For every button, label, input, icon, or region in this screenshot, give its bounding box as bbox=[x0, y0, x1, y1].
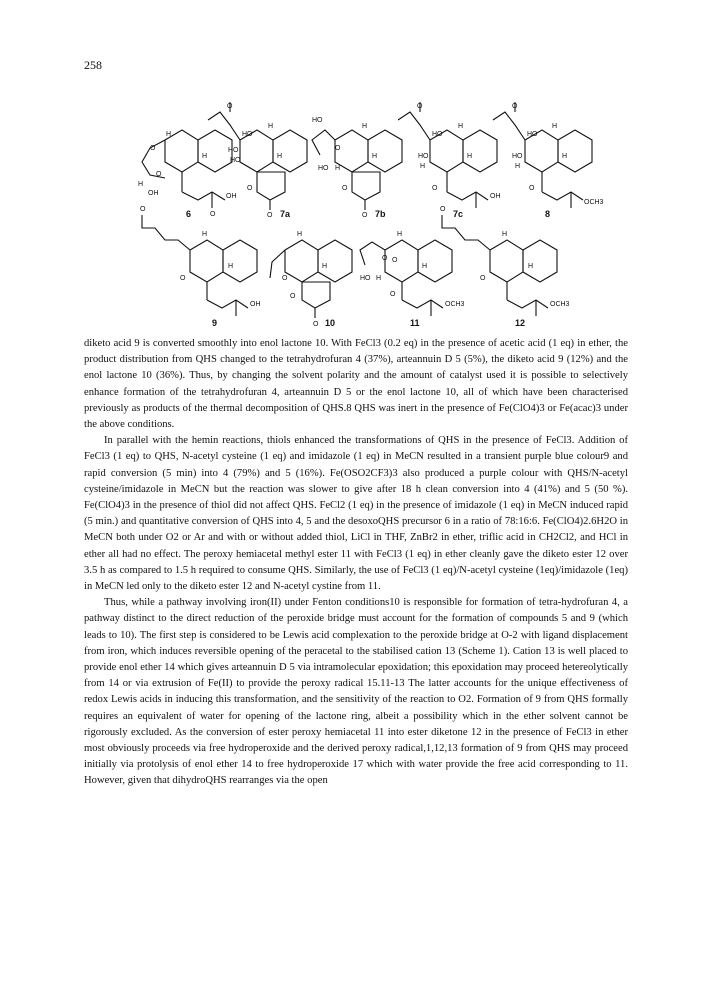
svg-text:OCH3: OCH3 bbox=[445, 301, 465, 308]
svg-text:HO: HO bbox=[318, 165, 329, 172]
svg-text:O: O bbox=[390, 291, 396, 298]
page-number: 258 bbox=[84, 58, 102, 72]
svg-text:H: H bbox=[228, 263, 234, 270]
compound-label-8: 8 bbox=[545, 209, 551, 219]
svg-text:O: O bbox=[290, 293, 296, 300]
svg-text:OH: OH bbox=[226, 193, 237, 200]
svg-text:OH: OH bbox=[148, 190, 159, 197]
svg-text:H: H bbox=[322, 263, 328, 270]
svg-text:HO: HO bbox=[527, 131, 538, 138]
svg-text:H: H bbox=[528, 263, 534, 270]
svg-text:H: H bbox=[502, 231, 508, 238]
body-text bbox=[84, 336, 628, 790]
structure-7c bbox=[398, 102, 501, 208]
svg-text:OCH3: OCH3 bbox=[584, 199, 604, 206]
paragraph-2: In parallel with the hemin reactions, thiols enhanced the transformations of QHS in the presence of FeCl3. Addition of FeCl3 (1 eq) to QHS, N-acetyl cysteine (1 eq) and imidazole (1 eq) in MeCN resulted in a transient purple blue colour9 and rapid conversion (5 min) into 4 (79%) and 5 (16%). Fe(OSO2CF3)3 also produced a purple colour with QHS/N-acetyl cysteine/imidazole in MeCN but the reaction was slower to give after 18 h clean conversion into 4 (41%) and 5 (50 %). Fe(ClO4)3 in the presence of thiol did not affect QHS. FeCl2 (1 eq) in the presence of imidazole (1 eq) in MeCN induced rapid (5 min.) and quantitative conversion of QHS into 4, 5 and the desoxoQHS precursor 6 in a ratio of 78:16:6. Fe(ClO4)2.6H2O in MeCN both under O2 or Ar and with or without added thiol, LiCl in THF, ZnBr2 in ether, triflic acid in CH2Cl2, and HCl in ether all had no effect. The peroxy hemiacetal methyl ester 11 with FeCl3 (1 eq) in ether cleanly gave the diketo ester 12 over 3.5 h as compared to 1.5 h required to consume QHS. Similarly, the use of FeCl3 (1 eq)/N-acetyl cysteine (1eq)/imidazole (1eq) in MeCN led only to the diketo ester 12 and N-acetyl cystine from 11. bbox=[84, 435, 628, 593]
svg-text:H: H bbox=[268, 123, 274, 130]
svg-text:O: O bbox=[313, 321, 319, 328]
svg-text:H: H bbox=[397, 231, 403, 238]
svg-text:H: H bbox=[277, 153, 283, 160]
svg-text:H: H bbox=[515, 163, 521, 170]
svg-text:HO: HO bbox=[432, 131, 443, 138]
svg-text:O: O bbox=[480, 275, 486, 282]
compound-label-11: 11 bbox=[410, 318, 420, 328]
svg-text:O: O bbox=[342, 185, 348, 192]
svg-text:OH: OH bbox=[250, 301, 261, 308]
svg-text:OCH3: OCH3 bbox=[550, 301, 570, 308]
svg-text:H: H bbox=[297, 231, 303, 238]
svg-text:O: O bbox=[440, 206, 446, 213]
svg-text:O: O bbox=[210, 211, 216, 218]
svg-text:H: H bbox=[420, 163, 426, 170]
svg-text:O: O bbox=[335, 145, 341, 152]
chemical-structures-figure bbox=[120, 100, 610, 332]
structure-8 bbox=[493, 102, 604, 208]
svg-text:O: O bbox=[180, 275, 186, 282]
svg-text:H: H bbox=[166, 131, 172, 138]
compound-label-9: 9 bbox=[212, 318, 218, 328]
svg-text:H: H bbox=[202, 153, 208, 160]
svg-text:HO: HO bbox=[242, 131, 253, 138]
structures-svg bbox=[120, 100, 610, 332]
svg-text:O: O bbox=[267, 212, 273, 219]
svg-text:H: H bbox=[138, 181, 144, 188]
compound-label-7c: 7c bbox=[453, 209, 464, 219]
structure-7b bbox=[312, 117, 402, 219]
svg-text:OH: OH bbox=[490, 193, 501, 200]
svg-text:H: H bbox=[458, 123, 464, 130]
svg-text:HO: HO bbox=[228, 147, 239, 154]
svg-text:H: H bbox=[335, 165, 341, 172]
svg-text:H: H bbox=[202, 231, 208, 238]
structure-12 bbox=[440, 206, 570, 316]
svg-text:O: O bbox=[140, 206, 146, 213]
svg-text:H: H bbox=[467, 153, 473, 160]
svg-text:O: O bbox=[512, 103, 518, 110]
svg-text:O: O bbox=[529, 185, 535, 192]
svg-text:O: O bbox=[282, 275, 288, 282]
svg-text:HO: HO bbox=[360, 275, 371, 282]
compound-label-7b: 7b bbox=[375, 209, 386, 219]
svg-text:H: H bbox=[562, 153, 568, 160]
compound-label-7a: 7a bbox=[280, 209, 291, 219]
paragraph-1: diketo acid 9 is converted smoothly into enol lactone 10. With FeCl3 (0.2 eq) in the presence of acetic acid (1 eq) in ether, the product distribution from QHS changed to the tetrahydrofuran 4 (37%), arteannuin D 5 (5%), the diketo acid 9 (12%) and the enol lactone 10 (36%). Thus, by changing the solvent polarity and the amount of catalyst used it is possible to selectively enhance formation of the tetrahydrofuran 4, arteannuin D 5 or the enol lactone 10, all of which have been characterised previously as products of the thermal decomposition of QHS.8 QHS was inert in the presence of Fe(ClO4)3 or Fe(acac)3 under the above conditions. bbox=[84, 338, 628, 431]
svg-text:HO: HO bbox=[312, 117, 323, 124]
svg-text:HO: HO bbox=[230, 157, 241, 164]
structure-10 bbox=[270, 231, 352, 328]
compound-label-6: 6 bbox=[186, 209, 192, 219]
svg-text:H: H bbox=[372, 153, 378, 160]
paragraph-3: Thus, while a pathway involving iron(II) under Fenton conditions10 is responsible for formation of tetra-hydrofuran 4, a pathway distinct to the direct reduction of the peroxide bridge must account for the formation of compounds 5 and 9 (which leads to 10). The first step is considered to be Lewis acid complexation to the peroxide bridge at O-2 with ligand displacement from iron, which induces reversible opening of the peracetal to the stabilised cation 13 (Scheme 1). Cation 13 is well placed to provide enol ether 14 which gives arteannuin D 5 via intramolecular epoxidation; this epoxidation may proceed hetereolytically from 14 or via extrusion of Fe(II) to provide the peroxy radical 15.11-13 The latter accounts for the unique effectiveness of redox Lewis acids in inducing this transformation, and the sensitivity of the reaction to O2. Formation of 9 from QHS formally requires an equivalent of water for opening of the lactone ring, albeit a possibility which in the ether solvent cannot be rigorously excluded. As the conversion of ester peroxy hemiacetal 11 into ester diketone 12 in the presence of FeCl3 in ether most obviously proceeds via free hydroperoxide and the derived peroxy radical,1,12,13 formation of 9 from QHS may proceed initially via protolysis of enol ether 14 to free hydroperoxide 17 which with water provide the free acid corresponding to 11. However, given that dihydroQHS rearranges via the open bbox=[84, 597, 628, 787]
svg-text:O: O bbox=[417, 103, 423, 110]
svg-text:H: H bbox=[376, 275, 382, 282]
svg-text:O: O bbox=[150, 145, 156, 152]
svg-text:HO: HO bbox=[418, 153, 429, 160]
svg-text:O: O bbox=[247, 185, 253, 192]
structure-11 bbox=[360, 231, 465, 316]
svg-text:O: O bbox=[392, 257, 398, 264]
structure-6 bbox=[138, 130, 237, 218]
svg-text:HO: HO bbox=[512, 153, 523, 160]
structure-7a bbox=[208, 102, 307, 219]
structure-9 bbox=[140, 206, 261, 316]
svg-text:O: O bbox=[382, 255, 388, 262]
svg-text:H: H bbox=[422, 263, 428, 270]
svg-text:O: O bbox=[227, 103, 233, 110]
compound-label-10: 10 bbox=[325, 318, 336, 328]
svg-text:H: H bbox=[362, 123, 368, 130]
compound-label-12: 12 bbox=[515, 318, 526, 328]
svg-text:O: O bbox=[432, 185, 438, 192]
svg-text:H: H bbox=[552, 123, 558, 130]
svg-text:O: O bbox=[156, 171, 162, 178]
svg-text:O: O bbox=[362, 212, 368, 219]
